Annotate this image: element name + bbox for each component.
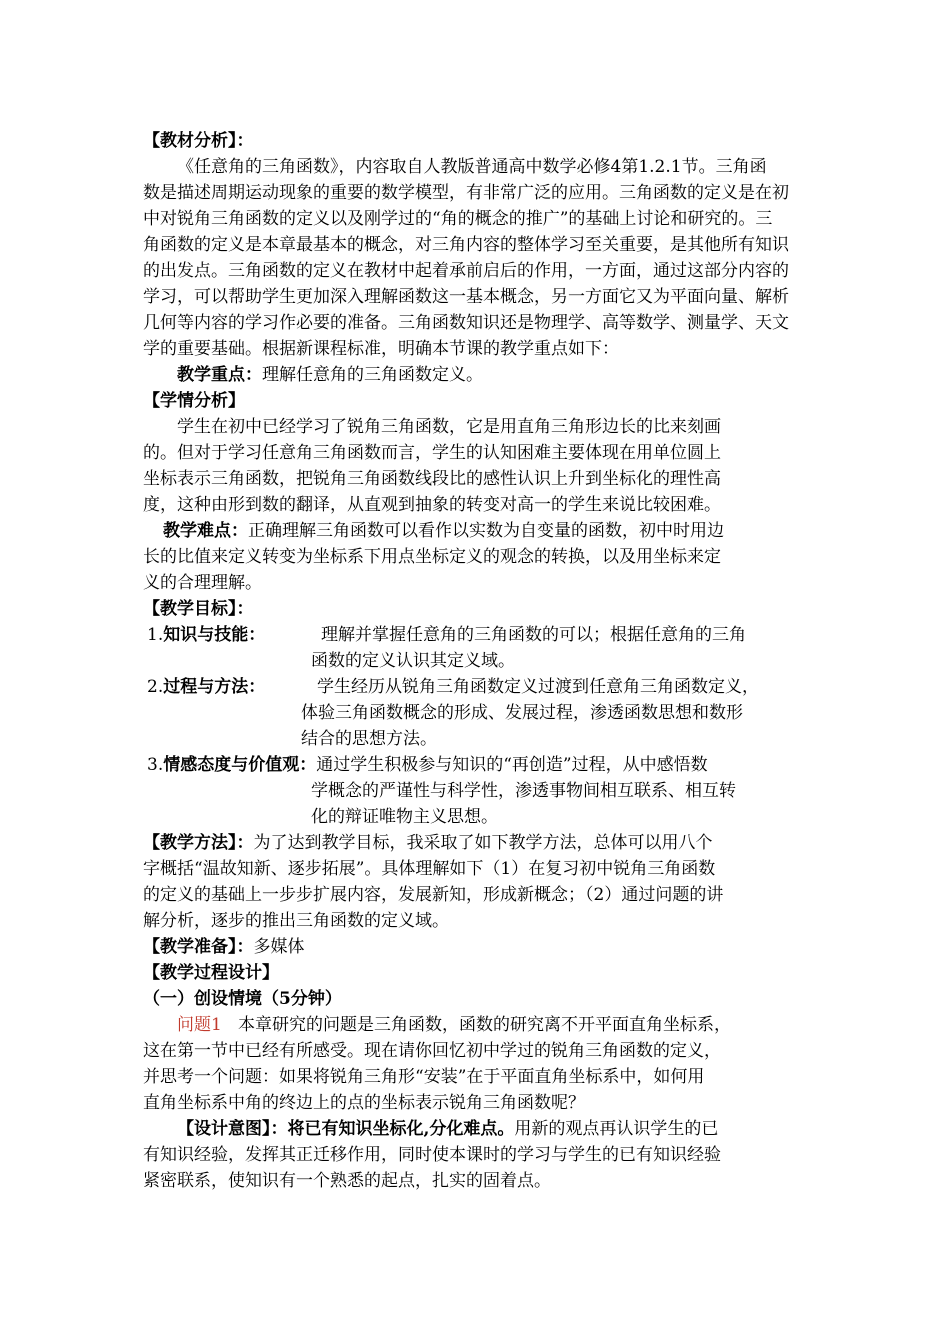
analysis-paragraph-line: 数是描述周期运动现象的重要的数学模型，有非常广泛的应用。三角函数的定义是在初 — [143, 183, 789, 203]
question-1-text: 本章研究的问题是三角函数，函数的研究离不开平面直角坐标系， — [238, 1015, 732, 1035]
prep-line — [143, 934, 823, 960]
analysis-paragraph-line: 中对锐角三角函数的定义以及刚学过的“角的概念的推广”的基础上讨论和研究的。三 — [143, 209, 773, 229]
goal-label: 知识与技能： — [163, 625, 266, 645]
design-intent-text: 用新的观点再认识学生的已 — [514, 1119, 719, 1139]
goal-text-line: 化的辩证唯物主义思想。 — [311, 807, 498, 827]
difficulty-paragraph-line: 长的比值来定义转变为坐标系下用点坐标定义的观念的转换，以及用坐标来定 — [143, 547, 721, 567]
method-paragraph-line: 字概括“温故知新、逐步拓展”。具体理解如下（1）在复习初中锐角三角函数 — [143, 859, 716, 879]
goal-label: 情感态度与价值观： — [163, 755, 317, 775]
goals-heading: 【教学目标】： — [143, 599, 254, 619]
goal-item-knowledge — [143, 622, 823, 674]
step1-heading: （一）创设情境（5分钟） — [143, 989, 342, 1009]
question-1-paragraph-line: 直角坐标系中角的终边上的点的坐标表示锐角三角函数呢？ — [143, 1093, 585, 1113]
goal-item-attitude — [143, 752, 823, 830]
goal-number: 2. — [147, 677, 164, 697]
question-1-paragraph-line: 并思考一个问题：如果将锐角三角形“安装”在于平面直角坐标系中，如何用 — [143, 1067, 705, 1087]
student-paragraph-line: 坐标表示三角函数，把锐角三角函数线段比的感性认识上升到坐标化的理性高 — [143, 469, 721, 489]
goal-text: 通过学生积极参与知识的“再创造”过程，从中感悟数 — [316, 755, 708, 775]
method-paragraph-line: 解分析，逐步的推出三角函数的定义域。 — [143, 911, 449, 931]
goal-item-process — [143, 674, 823, 752]
difficulty-line — [143, 518, 823, 544]
goal-number: 3. — [147, 755, 164, 775]
goal-text-line: 函数的定义认识其定义域。 — [311, 651, 515, 671]
analysis-paragraph-line: 的出发点。三角函数的定义在教材中起着承前启后的作用，一方面，通过这部分内容的 — [143, 261, 789, 281]
goal-number: 1. — [147, 625, 164, 645]
question-1-paragraph-line: 这在第一节中已经有所感受。现在请你回忆初中学过的锐角三角函数的定义， — [143, 1041, 721, 1061]
analysis-paragraph-line: 学习，可以帮助学生更加深入理解函数这一基本概念，另一方面它又为平面向量、解析 — [143, 287, 789, 307]
analysis-paragraph-line: 角函数的定义是本章最基本的概念，对三角内容的整体学习至关重要，是其他所有知识 — [143, 235, 789, 255]
question-1-label: 问题1 — [177, 1015, 222, 1035]
student-paragraph-line: 学生在初中已经学习了锐角三角函数，它是用直角三角形边长的比来刻画 — [177, 417, 721, 437]
method-line — [143, 830, 823, 856]
analysis-paragraph-line: 几何等内容的学习作必要的准备。三角函数知识还是物理学、高等数学、测量学、天文 — [143, 313, 789, 333]
design-intent-paragraph-line: 有知识经验，发挥其正迁移作用，同时使本课时的学习与学生的已有知识经验 — [143, 1145, 721, 1165]
goal-text: 学生经历从锐角三角函数定义过渡到任意角三角函数定义， — [317, 677, 759, 697]
method-text: 为了达到教学目标，我采取了如下教学方法，总体可以用八个 — [253, 833, 713, 853]
key-point-text: 理解任意角的三角函数定义。 — [262, 365, 483, 385]
design-intent-label: 【设计意图】：将已有知识坐标化,分化难点。 — [177, 1119, 515, 1139]
question-1-line — [143, 1012, 823, 1038]
difficulty-label: 教学难点： — [163, 521, 248, 541]
student-paragraph-line: 度，这种由形到数的翻译，从直观到抽象的转变对高一的学生来说比较困难。 — [143, 495, 721, 515]
design-intent-paragraph-line: 紧密联系，使知识有一个熟悉的起点，扎实的固着点。 — [143, 1171, 551, 1191]
method-heading: 【教学方法】： — [143, 833, 254, 853]
design-intent-line — [143, 1116, 823, 1142]
difficulty-paragraph-line: 义的合理理解。 — [143, 573, 262, 593]
goal-text: 理解并掌握任意角的三角函数的可以；根据任意角的三角 — [321, 625, 746, 645]
student-paragraph-line: 的。但对于学习任意角三角函数而言，学生的认知困难主要体现在用单位圆上 — [143, 443, 721, 463]
key-point-label: 教学重点： — [177, 365, 262, 385]
analysis-paragraph-line: 《任意角的三角函数》，内容取自人教版普通高中数学必修4第1.2.1节。三角函 — [177, 157, 767, 177]
prep-heading: 【教学准备】： — [143, 937, 254, 957]
method-paragraph-line: 的定义的基础上一步步扩展内容，发展新知，形成新概念；（2）通过问题的讲 — [143, 885, 724, 905]
prep-text: 多媒体 — [253, 937, 305, 957]
goal-text-line: 体验三角函数概念的形成、发展过程，渗透函数思想和数形 — [301, 703, 743, 723]
process-heading: 【教学过程设计】 — [143, 963, 279, 983]
difficulty-text: 正确理解三角函数可以看作以实数为自变量的函数，初中时用边 — [248, 521, 724, 541]
goal-label: 过程与方法： — [163, 677, 266, 697]
student-heading: 【学情分析】 — [143, 391, 245, 411]
document-page — [143, 128, 823, 1194]
analysis-heading: 【教材分析】： — [143, 131, 254, 151]
key-point — [143, 362, 823, 388]
analysis-paragraph-line: 学的重要基础。根据新课程标准，明确本节课的教学重点如下： — [143, 339, 619, 359]
goal-text-line: 学概念的严谨性与科学性，渗透事物间相互联系、相互转 — [311, 781, 736, 801]
goal-text-line: 结合的思想方法。 — [301, 729, 437, 749]
